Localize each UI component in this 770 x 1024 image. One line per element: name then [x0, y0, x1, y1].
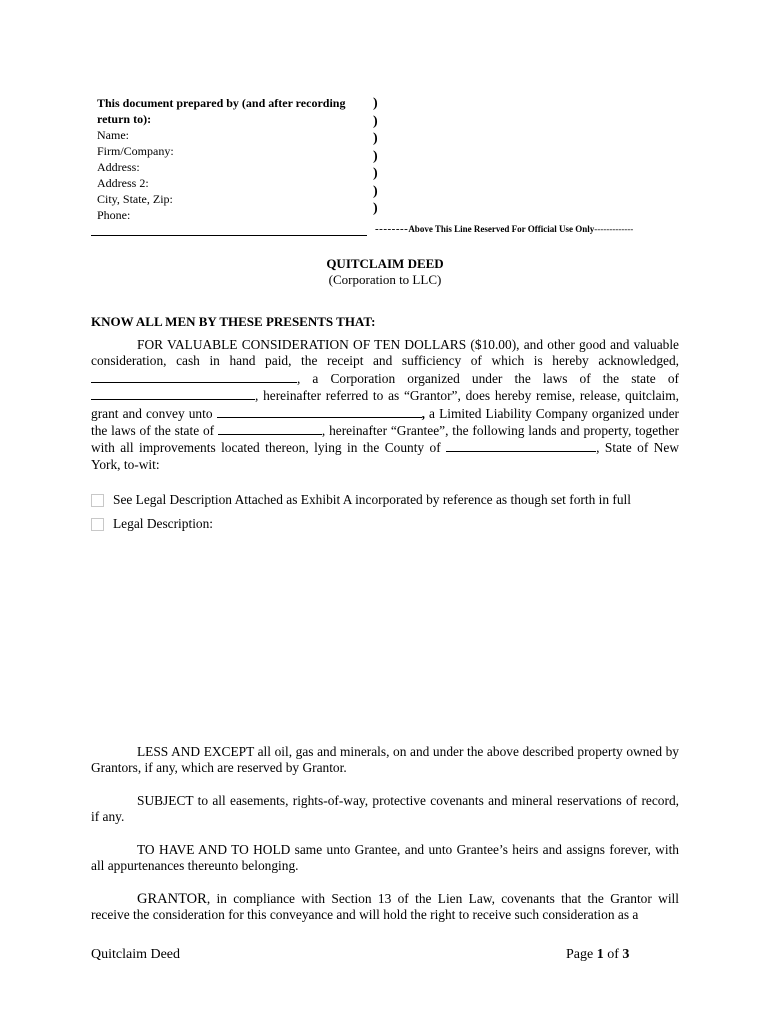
consideration-text-2: , a Corporation organized under the laws of the state of: [297, 370, 679, 386]
consideration-comma: ,: [421, 405, 425, 421]
legal-description-checkbox[interactable]: [91, 518, 104, 531]
grantor-name-blank[interactable]: [91, 370, 297, 383]
paren: ): [373, 131, 378, 146]
less-except-text: LESS AND EXCEPT all oil, gas and minerals, on and under the above described property owned by Grantors, if any, which are reserved by Grantor.: [91, 744, 679, 776]
field-name-label: Name:: [97, 128, 129, 142]
consideration-paragraph: [91, 337, 679, 473]
paren: ): [373, 148, 378, 164]
paren: ): [373, 166, 378, 181]
subject-clause: [91, 793, 679, 826]
consideration-text-5: a Limited Liability Company organized under the laws of the state of: [91, 405, 679, 439]
preparer-heading-line2: return to):: [97, 112, 152, 126]
paren: ): [373, 96, 378, 111]
habendum-text: TO HAVE AND TO HOLD same unto Grantee, and unto Grantee’s heirs and assigns forever, with all appurtenances thereunto belonging.: [91, 842, 679, 874]
exhibit-option-label: See Legal Description Attached as Exhibit A incorporated by reference as though set forth in full: [113, 492, 631, 507]
grantor-state-blank[interactable]: [91, 387, 255, 400]
official-use-notice: [375, 223, 633, 235]
document-subtitle: (Corporation to LLC): [328, 272, 442, 287]
footer-title: Quitclaim Deed: [91, 947, 181, 962]
know-all-heading: KNOW ALL MEN BY THESE PRESENTS THAT:: [91, 314, 376, 329]
subject-text: SUBJECT to all easements, rights-of-way, protective covenants and mineral reservations of record, if any.: [91, 793, 679, 825]
field-address-label: Address:: [97, 160, 140, 174]
preparer-block: [97, 95, 367, 223]
grantee-name-blank[interactable]: [217, 405, 422, 418]
paren: ): [373, 113, 378, 129]
reserved-dash: --------: [375, 223, 409, 235]
consideration-text-6: , hereinafter “Grantee”, the following lands and property, together with all improvements located thereon, lying in the County of: [91, 423, 679, 456]
grantor-lead: GRANTOR: [137, 891, 207, 907]
grantor-covenant-clause: [91, 891, 679, 924]
page-word: Page: [566, 947, 594, 962]
reserved-tail: -------------: [594, 224, 634, 234]
habendum-clause: [91, 842, 679, 875]
of-word: of: [607, 947, 619, 962]
legal-description-option[interactable]: [91, 516, 213, 532]
paren: ): [373, 201, 378, 216]
consideration-text-1: FOR VALUABLE CONSIDERATION OF TEN DOLLARS ($10.00), and other good and valuable consideration, cash in hand paid, the receipt and sufficiency of which is hereby acknowledged,: [91, 337, 679, 369]
grantor-covenant-text: , in compliance with Section 13 of the Lien Law, covenants that the Grantor will receive the consideration for this conveyance and will hold the right to receive such consideration as a: [91, 891, 679, 923]
header-rule: [91, 235, 367, 236]
exhibit-option[interactable]: [91, 492, 631, 508]
document-title: QUITCLAIM DEED: [326, 256, 444, 271]
legal-description-label: Legal Description:: [113, 516, 214, 531]
total-pages: 3: [622, 947, 630, 962]
preparer-heading-line1: This document prepared by (and after recording: [97, 96, 346, 110]
exhibit-checkbox[interactable]: [91, 494, 104, 507]
consideration-text-7: , State of New York, to-wit:: [91, 440, 680, 472]
field-firm-label: Firm/Company:: [97, 144, 174, 158]
county-blank[interactable]: [446, 439, 596, 452]
paren: ): [373, 183, 378, 199]
consideration-text-3: , hereinafter referred to as “Grantor”, does hereby remise, release, quitclaim, grant and convey unto: [91, 388, 679, 421]
current-page: 1: [596, 947, 604, 962]
field-phone-label: Phone:: [97, 208, 131, 222]
field-address2-label: Address 2:: [97, 176, 149, 190]
less-except-clause: [91, 744, 679, 777]
page-number: [566, 947, 629, 963]
paren-column: [373, 95, 378, 218]
field-city-state-zip-label: City, State, Zip:: [97, 192, 173, 206]
grantee-state-blank[interactable]: [218, 422, 322, 435]
reserved-text: Above This Line Reserved For Official Use Only: [408, 224, 595, 234]
